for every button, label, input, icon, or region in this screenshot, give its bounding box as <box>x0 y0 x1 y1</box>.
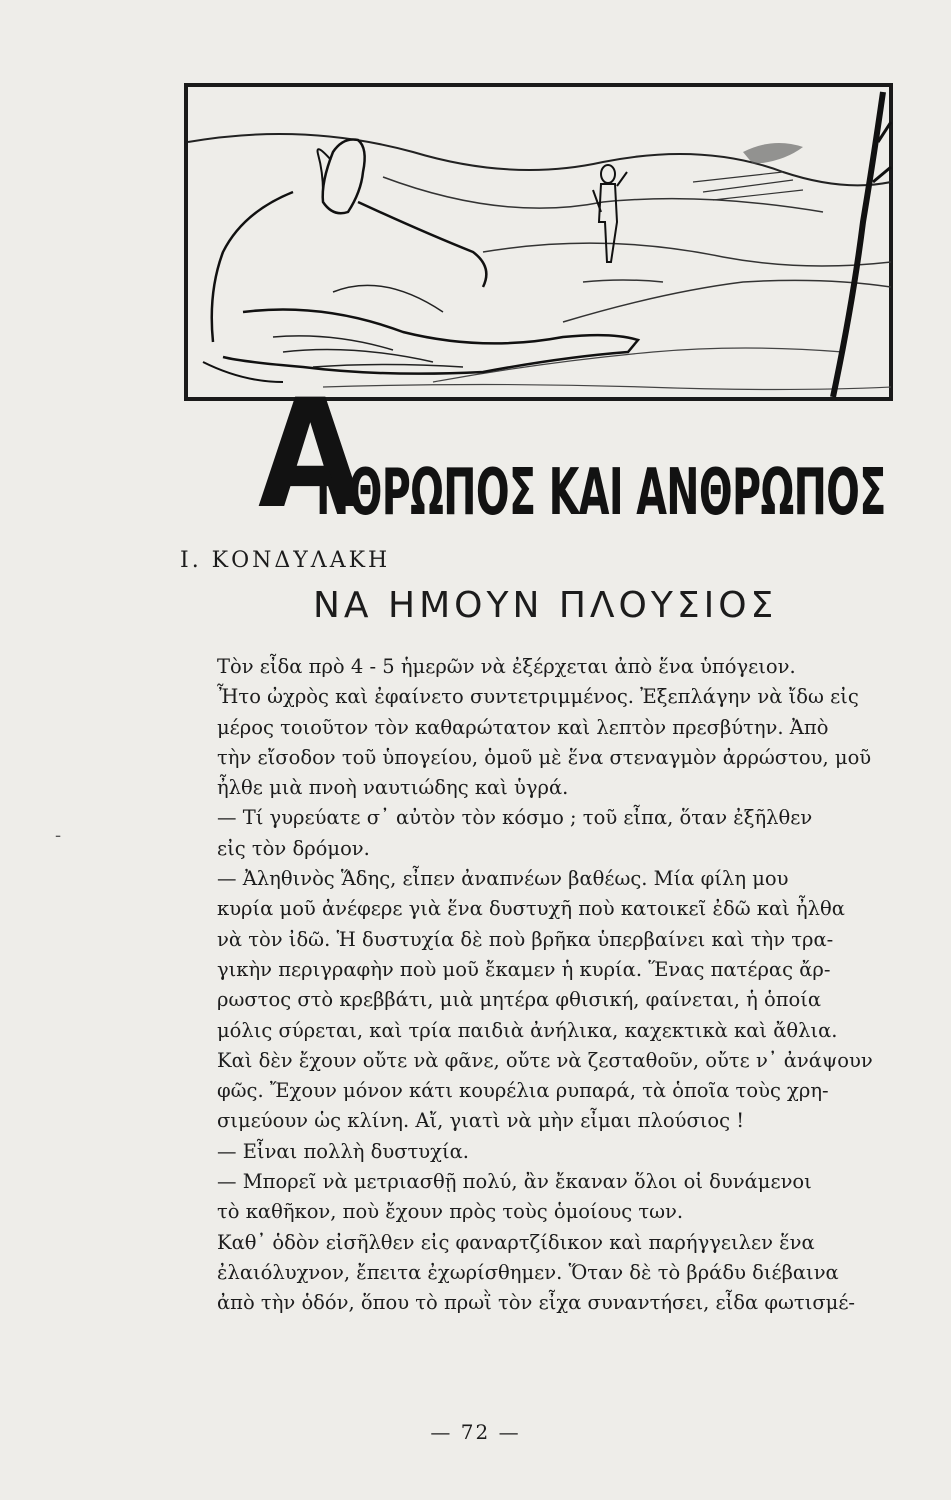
text-line: ἦλθε μιὰ πνοὴ ναυτιώδης καὶ ὑγρά. <box>217 776 569 800</box>
text-line: ἀπὸ τὴν ὁδόν, ὅπου τὸ πρωῒ τὸν εἶχα συναντήσει, εἶδα φωτισμέ- <box>217 1291 856 1315</box>
text-line: — Τί γυρεύατε σ᾽ αὐτὸν τὸν κόσμο ; τοῦ εἶπα, ὅταν ἐξῆλθεν <box>217 806 813 830</box>
chapter-subtitle: ΝΑ ΗΜΟΥΝ ΠΛΟΥΣΙΟΣ <box>313 585 778 626</box>
author-name: Ι. ΚΟΝΔΥΛΑΚΗ <box>180 548 391 573</box>
paragraph <box>165 1228 910 1319</box>
text-line: μέρος τοιοῦτον τὸν καθαρώτατον καὶ λεπτὸν πρεσβύτην. Ἀπὸ <box>217 715 829 739</box>
text-line: κυρία μοῦ ἀνέφερε γιὰ ἕνα δυστυχῆ ποὺ κατοικεῖ ἐδῶ καὶ ἦλθα <box>217 897 845 921</box>
text-line: Ἦτο ὠχρὸς καὶ ἐφαίνετο συντετριμμένος. Ἐξεπλάγην νὰ ἴδω εἰς <box>217 685 859 709</box>
title-initial-letter: Α <box>258 368 363 542</box>
paragraph <box>165 1167 910 1228</box>
margin-mark: - <box>55 825 62 846</box>
paragraph <box>165 652 910 803</box>
text-line: Τὸν εἶδα πρὸ 4 - 5 ἡμερῶν νὰ ἐξέρχεται ἀπὸ ἕνα ὑπόγειον. <box>217 655 796 678</box>
story-body <box>165 652 910 1319</box>
text-line: Καθ᾽ ὁδὸν εἰσῆλθεν εἰς φαναρτζίδικον καὶ παρήγγειλεν ἕνα <box>217 1230 815 1254</box>
text-line: φῶς. Ἔχουν μόνον κάτι κουρέλια ρυπαρά, τὰ ὁποῖα τοὺς χρη- <box>217 1079 829 1103</box>
story-title <box>258 368 898 542</box>
text-line: γικὴν περιγραφὴν ποὺ μοῦ ἔκαμεν ἡ κυρία. Ἕνας πατέρας ἄρ- <box>217 957 831 981</box>
text-line: εἰς τὸν δρόμον. <box>217 836 370 860</box>
title-text: ΝΘΡΩΠΟΣ ΚΑΙ ΑΝΘΡΩΠΟΣ <box>316 456 886 530</box>
text-line: τὴν εἴσοδον τοῦ ὑπογείου, ὁμοῦ μὲ ἕνα στεναγμὸν ἀρρώστου, μοῦ <box>217 745 872 769</box>
illustration-frame <box>183 82 894 402</box>
paragraph <box>165 803 910 864</box>
text-line: — Εἶναι πολλὴ δυστυχία. <box>217 1139 469 1163</box>
text-line: — Ἀληθινὸς Ἅδης, εἶπεν ἀναπνέων βαθέως. Μία φίλη μου <box>217 867 789 891</box>
paragraph <box>165 864 910 1137</box>
text-line: ἐλαιόλυχνον, ἔπειτα ἐχωρίσθημεν. Ὅταν δὲ τὸ βράδυ διέβαινα <box>217 1260 839 1284</box>
text-line: — Μπορεῖ νὰ μετριασθῇ πολύ, ἂν ἔκαναν ὅλοι οἱ δυνάμενοι <box>217 1170 812 1194</box>
text-line: μόλις σύρεται, καὶ τρία παιδιὰ ἀνήλικα, καχεκτικὰ καὶ ἄθλια. <box>217 1018 838 1042</box>
text-line: τὸ καθῆκον, ποὺ ἔχουν πρὸς τοὺς ὁμοίους των. <box>217 1200 684 1224</box>
landscape-illustration <box>183 82 894 402</box>
text-line: ρωστος στὸ κρεββάτι, μιὰ μητέρα φθισική, φαίνεται, ἡ ὁποία <box>217 988 822 1012</box>
text-line: νὰ τὸν ἰδῶ. Ἡ δυστυχία δὲ ποὺ βρῆκα ὑπερβαίνει καὶ τὴν τρα- <box>217 927 834 951</box>
paragraph <box>165 1137 910 1167</box>
text-line: σιμεύουν ὡς κλίνη. Αἴ, γιατὶ νὰ μὴν εἶμαι πλούσιος ! <box>217 1109 745 1133</box>
page-number: — 72 — <box>430 1420 521 1444</box>
text-line: Καὶ δὲν ἔχουν οὔτε νὰ φᾶνε, οὔτε νὰ ζεσταθοῦν, οὔτε ν᾽ ἀνάψουν <box>217 1048 873 1072</box>
